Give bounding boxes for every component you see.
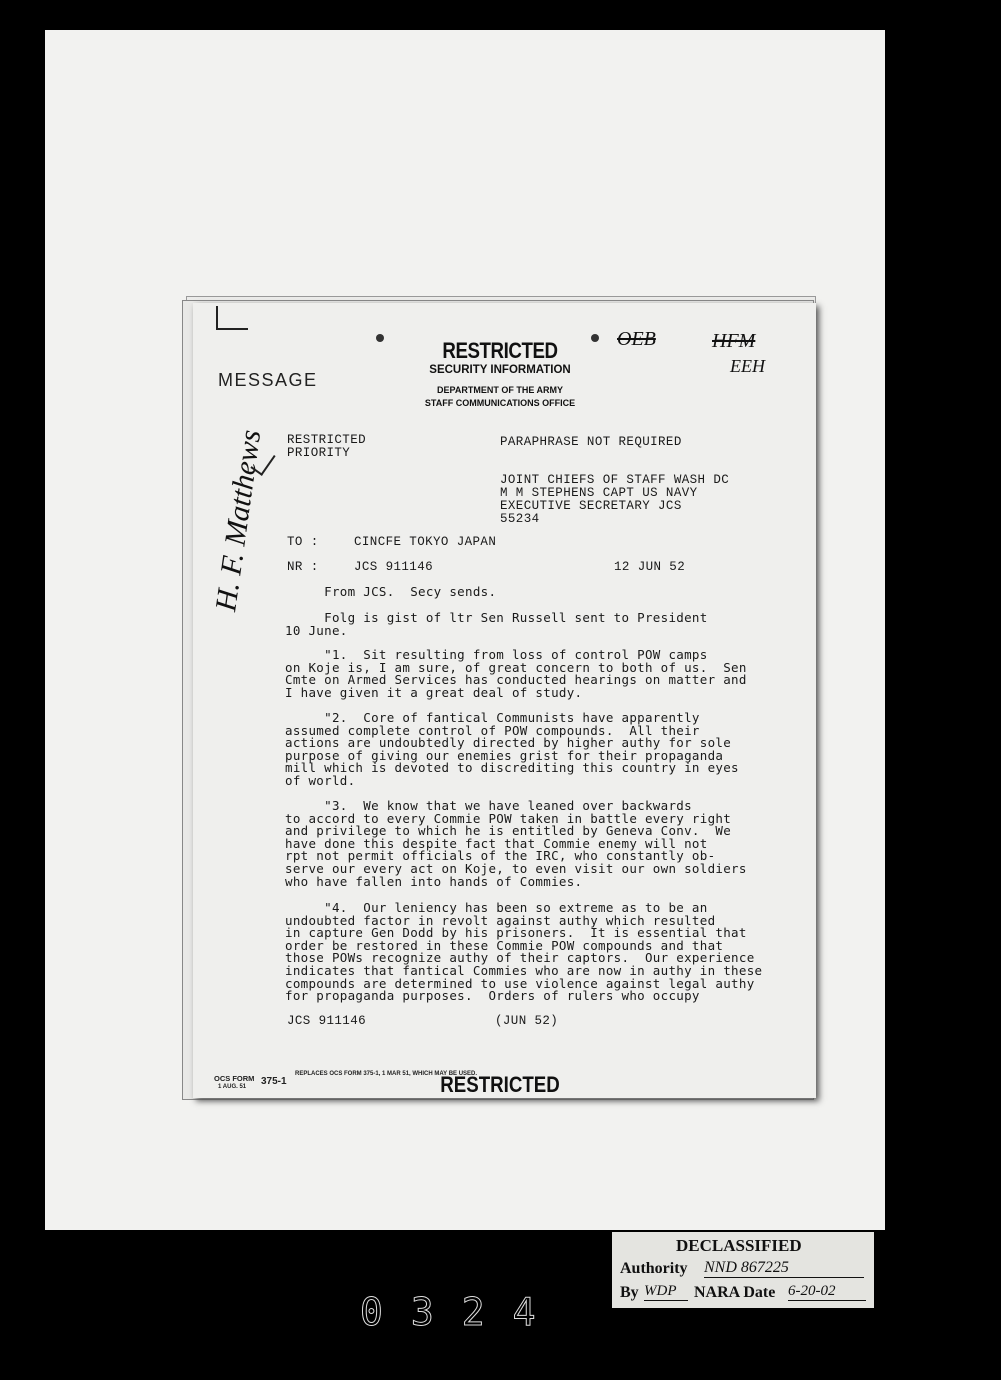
- handwritten-mark-oeb: OEB: [617, 328, 656, 350]
- body-paragraph-3: "3. We know that we have leaned over backwards to accord to every Commie POW taken in battle every right and privilege to which he is entitled by Geneva Conv. We have done this despite fact that Commie enemy will not rpt not permit officials of the IRC, who constantly ob- serve our every act on Koje, to even visit our own soldiers who have fallen into hands of Commies.: [285, 798, 747, 889]
- punch-hole-left: [376, 334, 384, 342]
- footer-date: (JUN 52): [495, 1014, 559, 1028]
- message-date: 12 JUN 52: [614, 560, 686, 574]
- to-value: CINCFE TOKYO JAPAN: [354, 535, 497, 549]
- nr-label: NR :: [287, 560, 319, 574]
- body-paragraph-lead: Folg is gist of ltr Sen Russell sent to President 10 June.: [285, 610, 708, 638]
- nara-date-label: NARA Date: [694, 1284, 776, 1301]
- from-line-2: M M STEPHENS CAPT US NAVY: [500, 486, 698, 500]
- frame-number: 0324: [360, 1290, 564, 1334]
- office: STAFF COMMUNICATIONS OFFICE: [424, 398, 576, 408]
- form-replaces-note: REPLACES OCS FORM 375-1, 1 MAR 51, WHICH MAY BE USED.: [295, 1071, 478, 1077]
- to-label: TO :: [287, 535, 319, 549]
- corner-bracket: [216, 306, 248, 330]
- from-line-1: JOINT CHIEFS OF STAFF WASH DC: [500, 473, 730, 487]
- body-paragraph-intro: From JCS. Secy sends.: [285, 584, 497, 599]
- classification-top: RESTRICTED: [442, 338, 558, 363]
- declassification-stamp: [612, 1232, 874, 1308]
- from-line-4: 55234: [500, 512, 540, 526]
- ocs-form-number: 375-1: [261, 1076, 287, 1087]
- security-information: SECURITY INFORMATION: [429, 364, 571, 376]
- routing-precedence: PRIORITY: [287, 446, 351, 460]
- by-label: By: [620, 1284, 639, 1301]
- routing-classification: RESTRICTED: [287, 433, 367, 447]
- footer-reference: JCS 911146: [287, 1014, 367, 1028]
- nara-date-value: 6-20-02: [788, 1283, 866, 1301]
- declassified-title: DECLASSIFIED: [676, 1236, 802, 1255]
- from-line-3: EXECUTIVE SECRETARY JCS: [500, 499, 682, 513]
- body-paragraph-2: "2. Core of fantical Communists have apparently assumed complete control of POW compounds. All their actions are undoubtedly directed by higher authy for sole purpose of giving our enemies grist for their propaganda mill which is devoted to discrediting this country in eyes of world.: [285, 710, 739, 788]
- punch-hole-right: [591, 334, 599, 342]
- by-value: WDP: [644, 1283, 688, 1301]
- paraphrase-note: PARAPHRASE NOT REQUIRED: [500, 435, 682, 449]
- body-paragraph-1: "1. Sit resulting from loss of control POW camps on Koje is, I am sure, of great concern to both of us. Sen Cmte on Armed Services has conducted hearings on matter and I have given it a great deal of study.: [285, 647, 747, 700]
- nr-value: JCS 911146: [354, 560, 434, 574]
- authority-label: Authority: [620, 1260, 688, 1277]
- form-label: MESSAGE: [218, 370, 318, 390]
- body-paragraph-4: "4. Our leniency has been so extreme as to be an undoubted factor in revolt against authy which resulted in capture Gen Dodd by his prisoners. It is essential that order be restored in these Commie POW compounds and that those POWs recognize authy of their captors. Our experience indicates that fantical Commies who are now in authy in these compounds are determined to use violence against legal authy for propaganda purposes. Orders of rulers who occupy: [285, 900, 763, 1004]
- handwritten-mark-hfm: HFM: [712, 330, 756, 352]
- department: DEPARTMENT OF THE ARMY: [437, 385, 563, 395]
- authority-value: NND 867225: [704, 1259, 864, 1278]
- ocs-form-label: OCS FORM: [214, 1074, 255, 1083]
- handwritten-mark-eeh: EEH: [730, 356, 765, 376]
- ocs-form-date: 1 AUG. 51: [218, 1084, 247, 1090]
- classification-bottom: RESTRICTED: [440, 1072, 560, 1097]
- handwritten-signature: H. F. Matthews: [209, 427, 268, 614]
